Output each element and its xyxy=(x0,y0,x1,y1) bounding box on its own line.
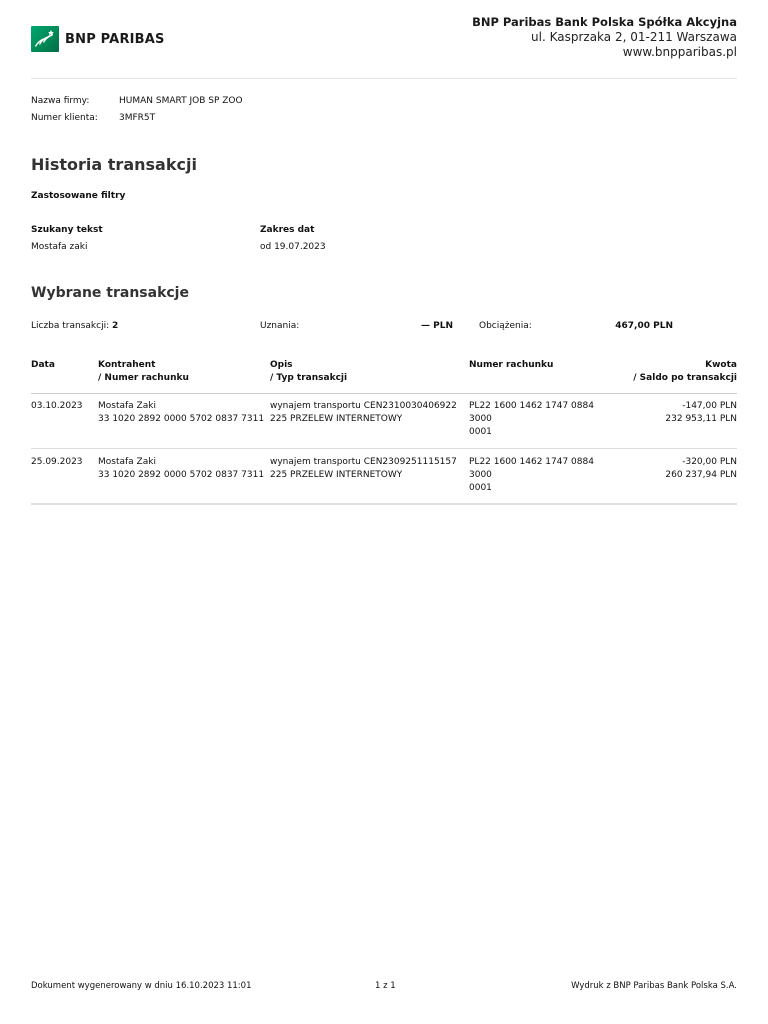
row-2-description-text: wynajem transportu CEN2309251115157 xyxy=(270,457,457,467)
row-1-contractor-name: Mostafa Zaki xyxy=(98,401,156,411)
row-1-transaction-type: 225 PRZELEW INTERNETOWY xyxy=(270,414,403,424)
row-1-account-line1: PL22 1600 1462 1747 0884 3000 xyxy=(469,401,594,424)
row-2-date: 25.09.2023 xyxy=(31,457,83,467)
footer-generated-date: Dokument wygenerowany w dniu 16.10.2023 11:01 xyxy=(31,981,252,991)
col-header-amount-line2: / Saldo po transakcji xyxy=(633,373,737,383)
col-header-contractor xyxy=(98,359,189,385)
client-number-label: Numer klienta: xyxy=(31,113,98,123)
logo-mark-icon xyxy=(31,26,59,52)
transaction-count xyxy=(31,320,118,333)
row-2-transaction-type: 225 PRZELEW INTERNETOWY xyxy=(270,470,403,480)
header-divider xyxy=(31,78,737,79)
col-header-contractor-line2: / Numer rachunku xyxy=(98,373,189,383)
transaction-count-value: 2 xyxy=(112,321,119,331)
credits-value: — PLN xyxy=(421,321,453,331)
row-2-contractor-account: 33 1020 2892 0000 5702 0837 7311 xyxy=(98,470,265,480)
filters-heading: Zastosowane filtry xyxy=(31,191,126,201)
search-text-label: Szukany tekst xyxy=(31,225,103,235)
col-header-amount xyxy=(633,359,737,385)
date-range-value: od 19.07.2023 xyxy=(260,242,326,252)
company-name-row xyxy=(31,95,243,108)
row-divider xyxy=(31,448,737,449)
row-1-contractor-account: 33 1020 2892 0000 5702 0837 7311 xyxy=(98,414,265,424)
bank-info xyxy=(472,14,737,60)
debits-label: Obciążenia: xyxy=(479,321,532,331)
footer-source: Wydruk z BNP Paribas Bank Polska S.A. xyxy=(571,981,737,991)
client-number-value: 3MFR5T xyxy=(119,113,156,123)
row-1-amount xyxy=(665,400,737,426)
row-2-account-line2: 0001 xyxy=(469,483,492,493)
debits-value: 467,00 PLN xyxy=(615,321,673,331)
table-header-divider xyxy=(31,393,737,394)
col-header-account: Numer rachunku xyxy=(469,360,554,370)
row-1-contractor xyxy=(98,400,264,426)
footer-page-number: 1 z 1 xyxy=(375,981,396,991)
company-name-label: Nazwa firmy: xyxy=(31,96,90,106)
row-2-contractor-name: Mostafa Zaki xyxy=(98,457,156,467)
logo-wordmark: BNP PARIBAS xyxy=(65,31,165,47)
bank-name: BNP Paribas Bank Polska Spółka Akcyjna xyxy=(472,15,737,29)
col-header-contractor-line1: Kontrahent xyxy=(98,360,156,370)
col-header-description-line2: / Typ transakcji xyxy=(270,373,348,383)
col-header-amount-line1: Kwota xyxy=(705,360,737,370)
date-range-label: Zakres dat xyxy=(260,225,315,235)
col-header-description-line1: Opis xyxy=(270,360,293,370)
row-2-account xyxy=(469,456,619,495)
client-number-row xyxy=(31,112,155,125)
row-1-account-line2: 0001 xyxy=(469,427,492,437)
row-2-balance-value: 260 237,94 PLN xyxy=(665,470,737,480)
row-1-account xyxy=(469,400,619,439)
search-text-value: Mostafa zaki xyxy=(31,242,88,252)
row-1-amount-value: -147,00 PLN xyxy=(682,401,737,411)
page-title: Historia transakcji xyxy=(31,155,197,174)
bank-logo xyxy=(31,26,165,52)
company-name-value: HUMAN SMART JOB SP ZOO xyxy=(119,96,243,106)
bank-address: ul. Kasprzaka 2, 01-211 Warszawa xyxy=(531,30,737,44)
credits-label: Uznania: xyxy=(260,321,300,331)
row-1-description-text: wynajem transportu CEN2310030406922 xyxy=(270,401,457,411)
row-2-description xyxy=(270,456,457,482)
row-1-description xyxy=(270,400,457,426)
col-header-description xyxy=(270,359,347,385)
bank-website: www.bnpparibas.pl xyxy=(622,45,737,59)
transaction-count-label: Liczba transakcji: xyxy=(31,321,110,331)
col-header-date: Data xyxy=(31,360,55,370)
row-1-date: 03.10.2023 xyxy=(31,401,83,411)
table-end-divider xyxy=(31,503,737,505)
row-2-contractor xyxy=(98,456,264,482)
row-2-amount-value: -320,00 PLN xyxy=(682,457,737,467)
row-2-amount xyxy=(665,456,737,482)
selected-heading: Wybrane transakcje xyxy=(31,285,189,301)
row-2-account-line1: PL22 1600 1462 1747 0884 3000 xyxy=(469,457,594,480)
row-1-balance-value: 232 953,11 PLN xyxy=(665,414,737,424)
